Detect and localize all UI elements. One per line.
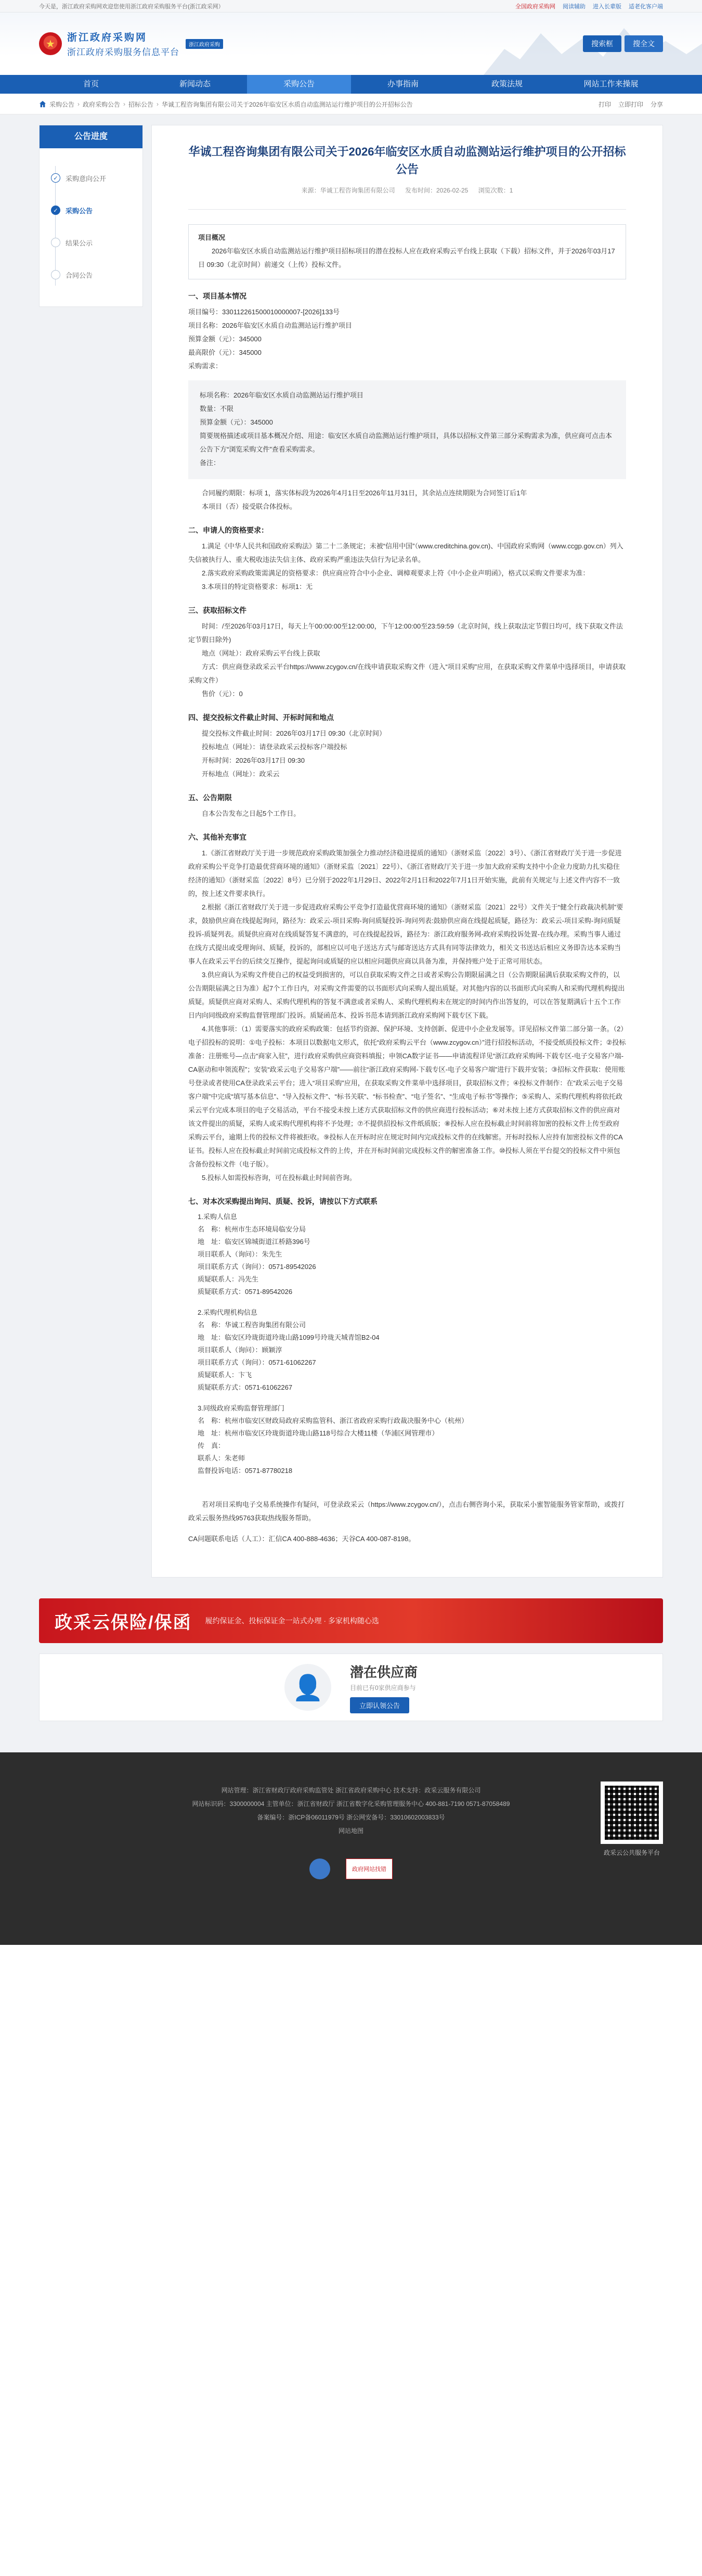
site-header — [0, 12, 702, 75]
ca-contact: CA问题联系电话（人工）：汇信CA 400-888-4636；天谷CA 400-087-8198。 — [188, 1535, 415, 1543]
paragraph: 售价（元）：0 — [202, 690, 243, 698]
nav-work[interactable]: 网站工作来操展 — [583, 80, 639, 88]
paragraph: 3.本项目的特定资格要求：标项1：无 — [202, 583, 313, 591]
lot-desc: 简要规格描述或项目基本概况介绍、用途：临安区水质自动监测站运行维护项目，具体以招标文件第三部分采购需求为准，供应商可点击本公告下方“浏览采购文件”查看采购需求。 — [200, 432, 613, 453]
overview-text: 2026年临安区水质自动监测站运行维护项目招标项目的潜在投标人应在政府采购云平台线上获取（下载）招标文件，并于2026年03月17日 09:30（北京时间）前递交（上传）投标文件。 — [198, 247, 615, 268]
lot-details-box — [188, 380, 626, 479]
print-button[interactable]: 打印 — [598, 101, 611, 108]
article-meta — [188, 186, 626, 195]
section-title: 一、项目基本情况 — [188, 292, 246, 300]
contact-line: 联系人：朱老师 — [198, 1454, 245, 1462]
share-button[interactable]: 分享 — [650, 101, 663, 108]
top-greeting: 今天是，浙江政府采购网欢迎您使用浙江政府采购服务平台(浙江政采网） — [39, 4, 224, 10]
footer-badges — [39, 1859, 663, 1879]
contact-line: 地 址：杭州市临安区玲珑街道玲珑山路118号综合大楼11楼（华浦区网管理市） — [198, 1429, 439, 1437]
search-area — [583, 35, 663, 52]
sidebar-title: 公告进度 — [40, 125, 142, 148]
claim-button[interactable]: 立即认领公告 — [350, 1697, 409, 1713]
site-logo[interactable] — [67, 30, 179, 58]
contact-purchaser — [188, 1211, 626, 1298]
paragraph: 本项目（否）接受联合体投标。 — [202, 503, 297, 510]
contact-line: 质疑联系方式：0571-61062267 — [198, 1383, 293, 1391]
breadcrumb-item[interactable]: 政府采购公告 — [83, 100, 121, 108]
logo-badge: 浙江政府采购 — [186, 39, 223, 49]
section-title: 七、对本次采购提出询问、质疑、投诉，请按以下方式联系 — [188, 1197, 378, 1206]
section-title: 二、申请人的资格要求： — [188, 526, 268, 534]
logo-subtitle: 浙江政府采购服务信息平台 — [67, 47, 179, 57]
step-result[interactable] — [51, 226, 142, 259]
footer-line: 网站管理：浙江省财政厅政府采购监管处 浙江省政府采购中心 技术支持：政采云服务有限公司 — [221, 1787, 481, 1794]
paragraph: 投标地点（网址）：请登录政采云投标客户端投标 — [202, 743, 347, 751]
breadcrumb-item[interactable]: 采购公告 — [49, 100, 75, 108]
main-nav — [0, 75, 702, 94]
contact-line: 监督投诉电话：0571-87780218 — [198, 1467, 293, 1475]
contact-line: 地 址：临安区玲珑街道玲珑山路1099号玲珑天城青馆B2-04 — [198, 1334, 380, 1341]
paragraph: 时间：/至2026年03月17日，每天上午00:00:00至12:00:00，下午12:00:00至23:59:59（北京时间，线上获取法定节假日均可，线下获取文件法定节假日除外) — [188, 622, 623, 644]
footer-line: 备案编号：浙ICP备06011979号 浙公网安备号：33010602003833号 — [257, 1814, 445, 1821]
paragraph: 开标时间：2026年03月17日 09:30 — [202, 757, 305, 764]
paragraph: 1.满足《中华人民共和国政府采购法》第二十二条规定；未被“信用中国”（www.creditchina.gov.cn)、中国政府采购网（www.ccgp.gov.cn）列入失信被执行人、重大税收违法失信主体、政府采购严重违法失信行为记录名单。 — [188, 542, 623, 563]
potential-supplier-panel — [39, 1654, 663, 1721]
page-title: 华诚工程咨询集团有限公司关于2026年临安区水质自动监测站运行维护项目的公开招标公告 — [188, 145, 626, 176]
contact-line: 项目联系人（询问）：顾颖淳 — [198, 1346, 282, 1354]
top-strip — [0, 0, 702, 12]
user-avatar-icon: 👤 — [284, 1664, 331, 1711]
footer-line: 网站标识码：3300000004 主管单位：浙江省财政厅 浙江省数字化采购管理服务中心 400-881-7190 0571-87058489 — [192, 1800, 510, 1808]
section-title: 四、提交投标文件截止时间、开标时间和地点 — [188, 713, 334, 722]
top-link-elder[interactable]: 进入长辈版 — [593, 4, 621, 10]
contact-line: 质疑联系人：卞飞 — [198, 1371, 252, 1379]
breadcrumb: 采购公告 › 政府采购公告 › 招标公告 › 华诚工程咨询集团有限公司关于2026年临安区水质自动监测站运行维护项目的公开招标公告 打印 立即打印 分享 — [0, 94, 702, 114]
site-footer — [0, 1752, 702, 1945]
qr-caption: 政采云公共服务平台 — [603, 1849, 660, 1856]
project-overview — [188, 224, 626, 279]
insurance-banner[interactable] — [39, 1598, 663, 1643]
lot-qty: 数量：不限 — [200, 405, 234, 413]
nav-policy[interactable]: 政策法规 — [491, 80, 523, 88]
contact-line: 项目联系方式（询问）：0571-61062267 — [198, 1359, 316, 1366]
banner-subtitle: 履约保证金、投标保证金一站式办理 · 多家机构随心选 — [205, 1617, 379, 1625]
print-now-button[interactable]: 立即打印 — [618, 101, 643, 108]
top-link-client[interactable]: 适老化客户端 — [629, 4, 663, 10]
section-title: 三、获取招标文件 — [188, 606, 246, 614]
paragraph: 提交投标文件截止时间：2026年03月17日 09:30（北京时间） — [202, 729, 386, 737]
contact-line: 名 称：华诚工程咨询集团有限公司 — [198, 1321, 306, 1329]
footer-qr — [601, 1782, 663, 1857]
page-tools — [599, 100, 663, 109]
progress-sidebar — [39, 125, 143, 307]
paragraph: 3.供应商认为采购文件使自己的权益受到损害的，可以自获取采购文件之日或者采购公告期限届满之日（公告期限届满后获取采购文件的，以公告期限届满之日为准）起7个工作日内，对采购文件需要的以书面形式向采购人提出质疑。对其他内容的以书面形式向采购人和采购代理机构提出质疑。质疑供应商对采购人、采购代理机构的答复不满意或者采购人、采购代理机构未在规定的时间内作出答复的，可以在答复期满后十五个工作日内向同级政府采购监督管理部门投诉。质疑函范本、投诉书范本请到浙江政府采购网下载专区下载。 — [188, 971, 625, 1019]
step-label: 采购意向公开 — [66, 174, 107, 183]
contact-line: 地 址：临安区锦城街道江桥路396号 — [198, 1238, 310, 1246]
step-dot-icon — [51, 238, 60, 247]
step-label: 合同公告 — [66, 271, 93, 279]
info-line: 项目名称：2026年临安区水质自动监测站运行维护项目 — [188, 322, 352, 329]
contact-line: 质疑联系方式：0571-89542026 — [198, 1288, 293, 1296]
lot-budget: 预算金额（元）：345000 — [200, 418, 273, 426]
paragraph: 地点（网址）：政府采购云平台线上获取 — [202, 649, 320, 657]
contact-agency — [188, 1306, 626, 1394]
paragraph: 1.《浙江省财政厅关于进一步规范政府采购政策加强全力推动经济稳进提质的通知》（浙财采监〔2022〕3号）、《浙江省财政厅关于进一步促进政府采购公平竞争打造最优营商环境的通知》（浙财采监〔2021〕22号）、《浙江省财政厅关于进一步加大政府采购支持中小企业力度助力扎实稳住经济的通知》（浙财采监〔2022〕8号）已分别于2022年1月29日、2022年2月1日和2022年7月1日开始实施，此前有关规定与上述文件内容不一致的，按上述文件要求执行。 — [188, 849, 622, 898]
nav-guide[interactable]: 办事指南 — [387, 80, 419, 88]
section-title: 六、其他补充事宜 — [188, 833, 246, 841]
contact-line: 传 真： — [198, 1442, 225, 1450]
step-label: 采购公告 — [66, 207, 93, 215]
nav-announcements[interactable]: 采购公告 — [247, 75, 351, 94]
announcement-article — [151, 125, 663, 1578]
contact-line: 名 称：杭州市临安区财政局政府采购监管科、浙江省政府采购行政裁决服务中心（杭州） — [198, 1417, 469, 1425]
contact-supervisor — [188, 1402, 626, 1477]
contact-heading: 3.同级政府采购监督管理部门 — [198, 1404, 284, 1412]
contact-heading: 2.采购代理机构信息 — [198, 1309, 257, 1316]
section-title: 五、公告期限 — [188, 793, 232, 802]
logo-emblem-icon[interactable]: ★ — [39, 32, 62, 55]
paragraph: 2.落实政府采购政策需满足的资格要求：供应商应符合中小企业、调樟观要求上符《中小企业声明函》，格式以采购文件要求为准： — [202, 569, 590, 577]
info-line: 采购需求： — [188, 362, 223, 370]
top-link-ccgp[interactable]: 全国政府采购网 — [515, 4, 555, 10]
paragraph: 5.投标人如需投标咨询，可在投标截止时间前咨询。 — [202, 1174, 356, 1182]
step-dot-icon — [51, 270, 60, 279]
contact-line: 项目联系人（询问）：朱先生 — [198, 1250, 282, 1258]
contact-line: 名 称：杭州市生态环境局临安分局 — [198, 1225, 306, 1233]
step-label: 结果公示 — [66, 239, 93, 247]
paragraph: 开标地点（网址）：政采云 — [202, 770, 280, 778]
paragraph: 自本公告发布之日起5个工作日。 — [202, 810, 301, 817]
lot-name: 标项名称：2026年临安区水质自动监测站运行维护项目 — [200, 391, 363, 399]
contact-line: 项目联系方式（询问）：0571-89542026 — [198, 1263, 316, 1271]
meta-date: 发布时间：2026-02-25 — [405, 187, 469, 194]
sitemap-link[interactable]: 网站地图 — [338, 1827, 363, 1835]
step-intention[interactable] — [51, 162, 142, 194]
divider — [188, 209, 626, 210]
info-line: 预算金额（元）：345000 — [188, 335, 262, 343]
lot-note: 备注： — [200, 459, 220, 467]
paragraph: 4.其他事项：（1）需要落实的政府采购政策：包括节约资源、保护环境、支持创新、促进中小企业发展等。详见招标文件第二部分第一条。（2）电子招投标的说明：①电子投标：本项目以数据电文形式，依托“政府采购云平台（www.zcygov.cn）”进行招投标活动，不接受纸质投标文件；②投标准备：注册账号—点击“商家入驻”，进行政府采购供应商资料填报；申领CA数字证书——申请流程详见“浙江政府采购网-下载专区-电子交易客户端-CA驱动和申领流程”；安装“政采云电子交易客户端”——前往“浙江政府采购网-下载专区-电子交易客户端”进行下载并安装；③招标文件获取：使用账号登录或者使用CA登录政采云平台；进入“项目采购”应用，在获取采购文件菜单中选择项目，获取招标文件；④投标文件制作：在“政采云电子交易客户端”中完成“填写基本信息”、“导入投标文件”、“标书关联”、“标书检查”、“电子签名”、“生成电子标书”等操作；⑤采购人、采购代理机构将依托政采云平台完成本项目的电子交易活动，平台不接受未按上述方式获取招标文件的供应商进行投标活动；⑥对未按上述方式获取招标文件的供应商对该文件提出的质疑，采购人或采购代理机构将不予处理；⑦不提供招投标文件纸质版；⑧投标人应在投标截止时间前将加密的投标文件上传至政府采购云平台，逾期上传的投标文件将被拒收。⑨投标人在开标时应在规定时间内完成投标文件的在线解密。开标时投标人应持有加密投标文件的CA证书。投标人应在投标截止时间前完成投标文件的上传，并在开标时间前完成投标文件的解密准备工作。⑩投标人须在平台提交的投标文件中须包含备份投标文件（电子版）。 — [188, 1025, 626, 1168]
step-announcement[interactable] — [51, 194, 142, 226]
breadcrumb-current: 华诚工程咨询集团有限公司关于2026年临安区水质自动监测站运行维护项目的公开招标公告 — [162, 100, 413, 108]
progress-steps — [40, 148, 142, 306]
check-icon: ✓ — [51, 173, 60, 183]
contact-line: 质疑联系人：冯先生 — [198, 1275, 259, 1283]
nav-home[interactable]: 首页 — [83, 80, 99, 88]
meta-source: 来源：华诚工程咨询集团有限公司 — [301, 187, 395, 194]
error-report-badge[interactable]: 政府网站找错 — [346, 1859, 393, 1879]
home-icon[interactable] — [39, 100, 46, 108]
footer-info — [39, 1784, 663, 1838]
step-contract[interactable] — [51, 259, 142, 291]
paragraph: 合同履约期限：标项 1，落实体标段为2026年4月1日至2026年11月31日，其余站点连续期限为合同签订后1年 — [202, 489, 527, 497]
top-links — [515, 2, 663, 10]
page-body — [0, 114, 702, 1752]
fulltext-search-button[interactable]: 搜全文 — [625, 35, 663, 52]
supplier-desc: 目前已有0家供应商参与 — [349, 1684, 416, 1691]
help-paragraph: 若对项目采购电子交易系统操作有疑问，可登录政采云（https://www.zcygov.cn/），点击右侧咨询小采，获取采小蜜智能服务管家帮助，或拨打政采云服务热线95763获取热线服务帮助。 — [188, 1501, 625, 1522]
nav-news[interactable]: 新闻动态 — [179, 80, 211, 88]
contact-heading: 1.采购人信息 — [198, 1213, 237, 1221]
meta-views: 浏览次数：1 — [478, 187, 513, 194]
search-button[interactable]: 搜索框 — [583, 35, 621, 52]
paragraph: 方式：供应商登录政采云平台https://www.zcygov.cn/在线申请获取采购文件（进入“项目采购”应用，在获取采购文件菜单中选择项目，申请获取采购文件） — [188, 663, 626, 684]
logo-title: 浙江政府采购网 — [67, 32, 148, 43]
gov-emblem-icon[interactable] — [309, 1859, 330, 1879]
supplier-title: 潜在供应商 — [349, 1664, 418, 1680]
qr-code-icon — [601, 1782, 663, 1844]
check-icon: ✓ — [51, 206, 60, 215]
banner-title: 政采云保险/保函 — [55, 1612, 192, 1633]
overview-title: 项目概况 — [198, 234, 226, 241]
top-link-reading-aid[interactable]: 阅读辅助 — [563, 4, 586, 10]
info-line: 项目编号：330112261500010000007-[2026]133号 — [188, 308, 340, 316]
paragraph: 2.根据《浙江省财政厅关于进一步促进政府采购公平竞争打造最优营商环境的通知》（浙财采监〔2021〕22号）文件关于“健全行政裁决机制”要求，鼓励供应商在线提起询问，路径为：政采云-项目采购-询问质疑投诉-询问列表:鼓励供应商在线提起质疑，路径为：政采云-项目采购-询问质疑投诉-质疑列表。质疑供应商对在线质疑答复不满意的，可在线提起投诉，路径为：浙江政府服务网-政府采购投诉处置-在线办理。采购当事人通过在线方式提出或受理询问、质疑，投诉的，部相应以可电子送达方式与邮寄送达方式具有同等法律效力，相关文书送达后相应义务即告达本采购当事人在政采云平台的后续交互操作，提起询问或质疑的应以相应问题供应商以具备为准，并保持账户处于正常可用状态。 — [188, 903, 623, 965]
info-line: 最高限价（元）：345000 — [188, 349, 262, 356]
breadcrumb-item[interactable]: 招标公告 — [128, 100, 154, 108]
